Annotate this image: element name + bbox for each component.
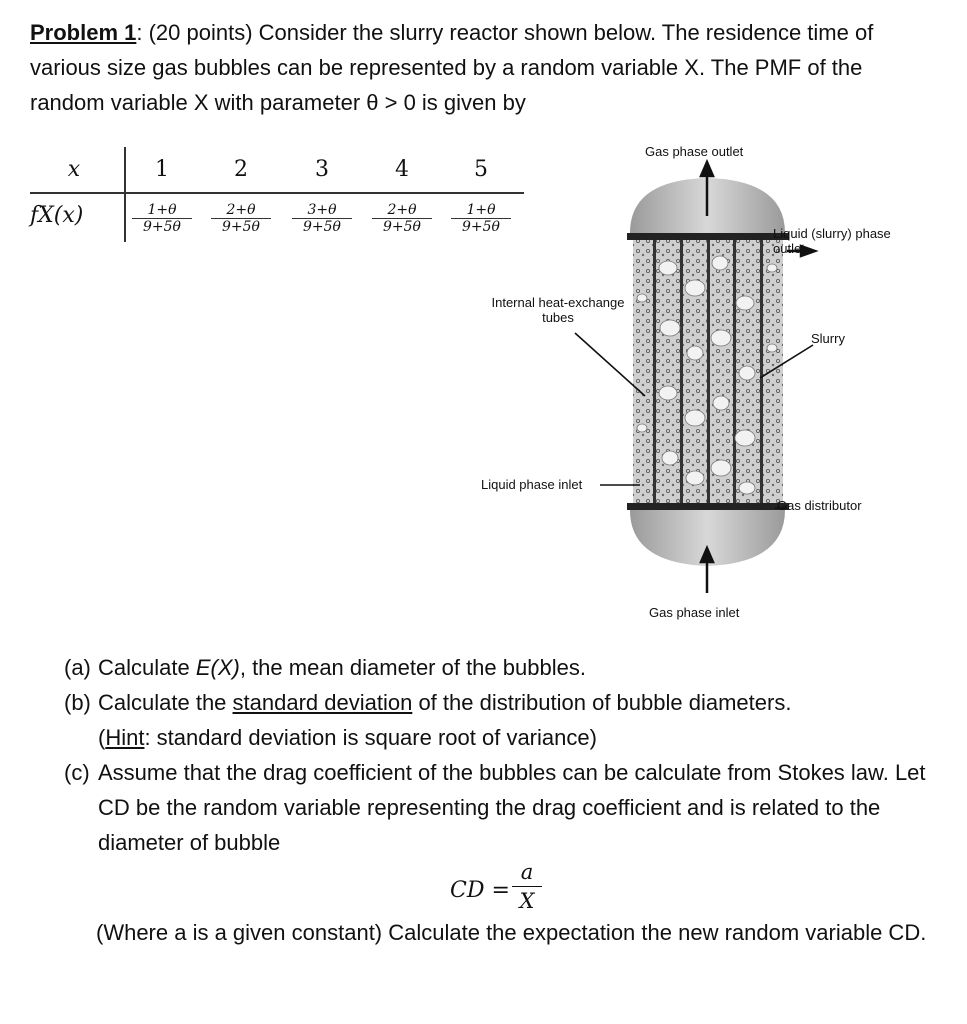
gas-distributor-label: Gas distributor (777, 498, 862, 513)
x-value: 2 (234, 157, 248, 182)
pmf-fraction: $\frac{3+\theta}{9+5\theta}$ (292, 202, 352, 235)
closing-text: (Where a is a given constant) Calculate the expectation the new random variable CD. (96, 920, 927, 945)
problem-label: Problem 1 (30, 20, 137, 45)
pmf-table (30, 145, 530, 255)
slurry-label: Slurry (811, 331, 845, 346)
table-horizontal-rule (30, 192, 524, 194)
pmf-fraction: $\frac{2+\theta}{9+5\theta}$ (211, 202, 271, 235)
question-b: (b) Calculate the standard deviation of the distribution of bubble diameters. (Hint: standard deviation is square root of variance) (64, 690, 792, 750)
question-a: (a) Calculate E(X), the mean diameter of the bubbles. (64, 655, 586, 680)
x-value: 3 (315, 157, 329, 182)
formula-fraction: a X (512, 858, 542, 915)
x-value: 1 (155, 157, 169, 182)
problem-intro: : (20 points) Consider the slurry reactor shown below. The residence time of various size gas bubbles can be represented by a random variable X. The PMF of the random variable X with parameter θ > 0 is given by (30, 20, 874, 115)
liquid-inlet-label: Liquid phase inlet (481, 477, 583, 492)
pmf-fraction: $\frac{1+\theta}{9+5\theta}$ (132, 202, 192, 235)
questions (64, 650, 944, 860)
gas-inlet-label: Gas phase inlet (649, 605, 740, 620)
problem-statement (30, 15, 940, 120)
pmf-fraction: $\frac{2+\theta}{9+5\theta}$ (372, 202, 432, 235)
table-vertical-rule (124, 147, 126, 242)
reactor-illustration (475, 138, 945, 628)
gas-distributor-plate (627, 503, 789, 510)
question-c: (c) Assume that the drag coefficient of the bubbles can be calculate from Stokes law. Let CD be the random variable representing the drag coefficient and is related to the diameter of bubble (64, 760, 926, 855)
pmf-fraction: $\frac{1+\theta}{9+5\theta}$ (451, 202, 511, 235)
slurry-reactor-diagram (475, 138, 945, 628)
gas-outlet-arrowhead (701, 162, 713, 176)
x-header: x (67, 157, 81, 182)
gas-outlet-label: Gas phase outlet (645, 144, 744, 159)
top-plate (627, 233, 789, 240)
x-value: 5 (474, 157, 488, 182)
f-header: fX(x) (30, 203, 84, 228)
x-value: 4 (395, 157, 409, 182)
formula-lhs: CD = (450, 878, 510, 903)
heat-exchange-label: Internal heat-exchange tubes (491, 295, 625, 325)
liquid-outlet-label: Liquid (slurry) phase outlet (773, 226, 891, 256)
